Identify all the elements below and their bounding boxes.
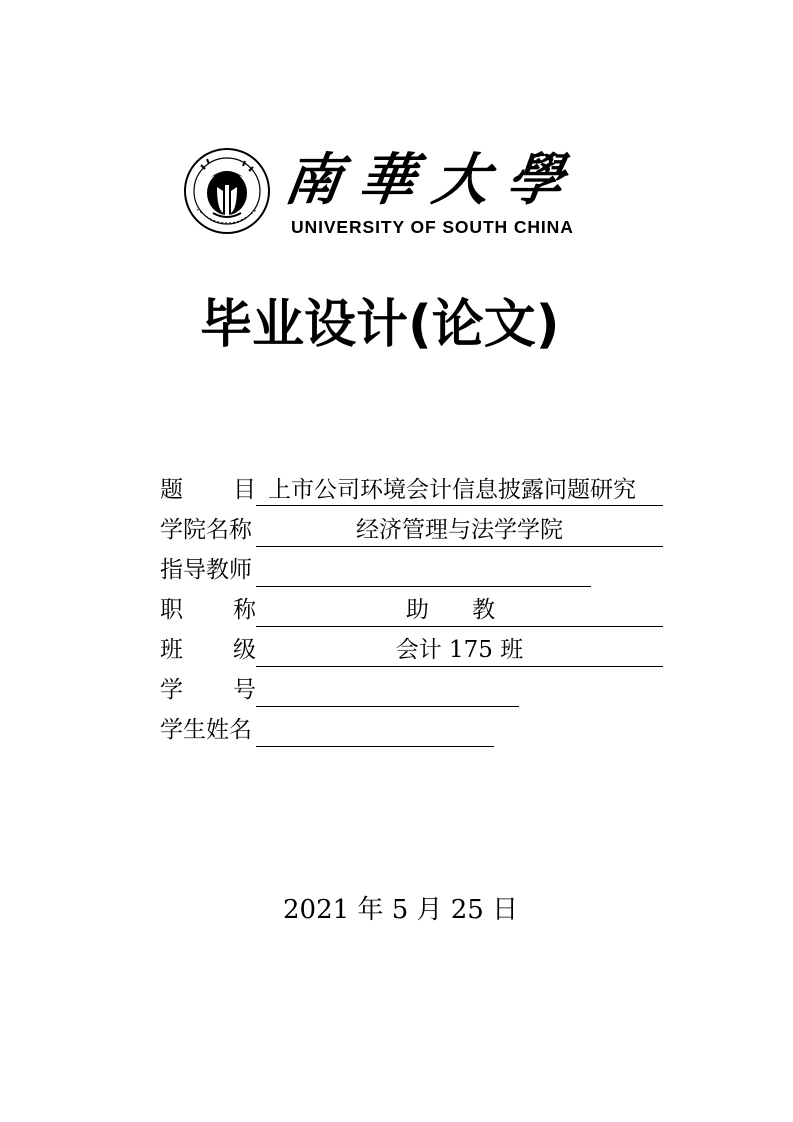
topic-label-char-2: 目: [233, 477, 256, 503]
class-field: 会计 175 班: [256, 632, 663, 667]
rank-field: 助 教: [256, 592, 663, 627]
university-english-name: UNIVERSITY OF SOUTH CHINA: [291, 217, 574, 237]
class-label-char-2: 级: [233, 637, 256, 663]
student-id-label-char-1: 学: [160, 677, 183, 703]
row-college: [160, 512, 670, 552]
student-id-label-char-2: 号: [233, 677, 256, 703]
university-seal-icon: [183, 147, 271, 235]
rank-label: [160, 592, 256, 628]
topic-label: [160, 472, 256, 508]
thesis-info-form: [160, 472, 670, 752]
student-name-label: [160, 712, 256, 748]
advisor-field: [256, 552, 591, 587]
advisor-label: [160, 552, 256, 588]
row-advisor: [160, 552, 670, 592]
class-label: [160, 632, 256, 668]
university-chinese-name: 南華大學: [280, 147, 586, 213]
row-topic: [160, 472, 670, 512]
rank-label-char-1: 职: [160, 597, 183, 623]
college-label: [160, 512, 256, 548]
row-class: [160, 632, 670, 672]
row-rank: [160, 592, 670, 632]
row-student-name: [160, 712, 670, 752]
page-title: 毕业设计(论文): [200, 295, 560, 355]
student-id-field: [256, 672, 519, 707]
student-name-label-text: 学生姓名: [160, 717, 252, 743]
university-header: [183, 147, 603, 242]
student-id-label: [160, 672, 256, 708]
topic-field: 上市公司环境会计信息披露问题研究: [256, 472, 663, 506]
student-name-field: [256, 712, 494, 747]
rank-label-char-2: 称: [233, 597, 256, 623]
college-field: 经济管理与法学学院: [256, 512, 663, 547]
advisor-label-text: 指导教师: [160, 557, 252, 583]
class-label-char-1: 班: [160, 637, 183, 663]
topic-label-char-1: 题: [160, 477, 183, 503]
college-label-text: 学院名称: [160, 517, 252, 543]
row-student-id: [160, 672, 670, 712]
submission-date: 2021 年 5 月 25 日: [283, 895, 519, 925]
